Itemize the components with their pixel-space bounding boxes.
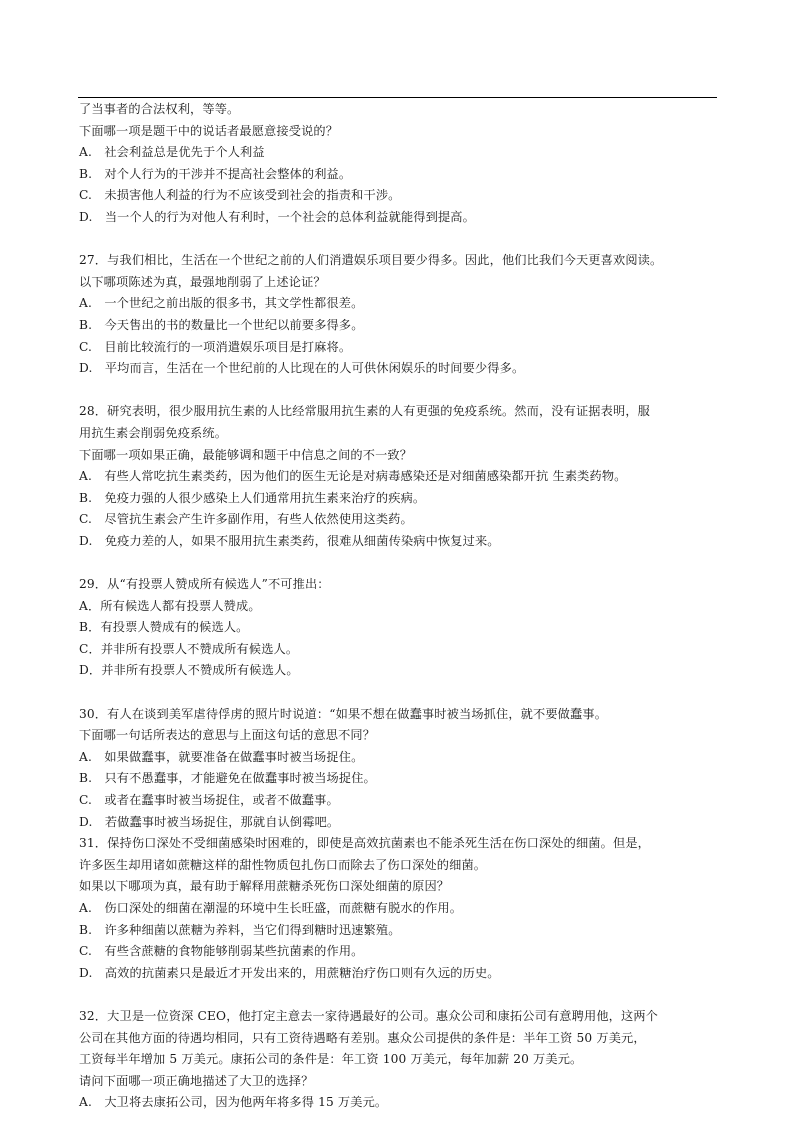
option-b: B. 免疫力强的人很少感染上人们通常用抗生素来治疗的疾病。 bbox=[79, 490, 426, 505]
question-prompt: 以下哪项陈述为真，最强地削弱了上述论证？ bbox=[79, 274, 326, 289]
question-stem: 公司在其他方面的待遇均相同，只有工资待遇略有差别。惠众公司提供的条件是：半年工资 50 万美元， bbox=[79, 1030, 646, 1045]
option-b: B. 只有不愚蠢事，才能避免在做蠢事时被当场捉住。 bbox=[79, 771, 376, 786]
option-d: D. 平均而言，生活在一个世纪前的人比现在的人可供休闲娱乐的时间要少得多。 bbox=[79, 361, 525, 376]
option-c: C．并非所有投票人不赞成所有候选人。 bbox=[79, 641, 299, 656]
question-29 bbox=[79, 574, 719, 682]
option-c: C. 或者在蠢事时被当场捉住，或者不做蠢事。 bbox=[79, 793, 339, 807]
question-prompt: 下面哪一句话所表达的意思与上面这句话的意思不同？ bbox=[79, 728, 376, 743]
option-a: A. 大卫将去康拓公司，因为他两年将多得 15 万美元。 bbox=[79, 1095, 388, 1110]
question-30-31 bbox=[79, 704, 719, 985]
option-d: D. 免疫力差的人，如果不服用抗生素类药，很难从细菌传染病中恢复过来。 bbox=[79, 533, 500, 548]
question-28 bbox=[79, 401, 719, 552]
question-stem: 许多医生却用诸如蔗糖这样的甜性物质包扎伤口而除去了伤口深处的细菌。 bbox=[79, 857, 487, 872]
option-a: A．所有候选人都有投票人赞成。 bbox=[79, 598, 261, 613]
question-prompt: 请问下面哪一项正确地描述了大卫的选择？ bbox=[79, 1073, 314, 1088]
question-stem: 29．从“有投票人赞成所有候选人”不可推出： bbox=[79, 577, 330, 592]
option-d: D．并非所有投票人不赞成所有候选人。 bbox=[79, 663, 299, 678]
option-c: C. 尽管抗生素会产生许多副作用，有些人依然使用这类药。 bbox=[79, 512, 413, 527]
option-a: A. 如果做蠢事，就要准备在做蠢事时被当场捉住。 bbox=[79, 749, 364, 764]
question-stem: 28．研究表明，很少服用抗生素的人比经常服用抗生素的人有更强的免疫系统。然而，没有证据表明，服 bbox=[79, 404, 650, 419]
option-b: B．有投票人赞成有的候选人。 bbox=[79, 620, 249, 635]
spacer bbox=[79, 552, 719, 574]
question-27 bbox=[79, 250, 719, 380]
option-d: D. 高效的抗菌素只是最近才开发出来的，用蔗糖治疗伤口则有久远的历史。 bbox=[79, 965, 500, 980]
spacer bbox=[79, 229, 719, 251]
option-d: D. 当一个人的行为对他人有利时，一个社会的总体利益就能得到提高。 bbox=[79, 209, 475, 224]
question-stem: 27．与我们相比，生活在一个世纪之前的人们消遣娱乐项目要少得多。因此，他们比我们今天更喜欢阅读。 bbox=[79, 253, 663, 268]
option-d: D. 若做蠢事时被当场捉住，那就自认倒霉吧。 bbox=[79, 814, 340, 829]
header-rule bbox=[78, 97, 717, 98]
document-body bbox=[79, 99, 719, 1114]
question-stem: 用抗生素会削弱免疫系统。 bbox=[79, 425, 228, 440]
question-prompt: 如果以下哪项为真，最有助于解释用蔗糖杀死伤口深处细菌的原因？ bbox=[79, 879, 450, 894]
question-stem: 30．有人在谈到美军虐待俘虏的照片时说道：“如果不想在做蠢事时被当场抓住，就不要做蠢事。 bbox=[79, 706, 608, 721]
question-stem: 工资每半年增加 5 万美元。康拓公司的条件是：年工资 100 万美元，每年加薪 20 万美元。 bbox=[79, 1052, 583, 1067]
option-b: B. 对个人行为的干涉并不提高社会整体的利益。 bbox=[79, 166, 352, 181]
question-32 bbox=[79, 1006, 719, 1114]
spacer bbox=[79, 984, 719, 1006]
question-stem: 32．大卫是一位资深 CEO，他打定主意去一家待遇最好的公司。惠众公司和康拓公司有意聘用他，这两个 bbox=[79, 1008, 659, 1023]
option-b: B. 许多种细菌以蔗糖为养料，当它们得到糖时迅速繁殖。 bbox=[79, 922, 401, 937]
question-26-tail bbox=[79, 99, 719, 229]
spacer bbox=[79, 380, 719, 402]
option-c: C. 未损害他人利益的行为不应该受到社会的指责和干涉。 bbox=[79, 188, 401, 203]
question-prompt: 下面哪一项如果正确，最能够调和题干中信息之间的不一致？ bbox=[79, 447, 413, 462]
question-stem: 31．保持伤口深处不受细菌感染时困难的，即使是高效抗菌素也不能杀死生活在伤口深处的细菌。但是， bbox=[79, 836, 650, 851]
option-c: C. 目前比较流行的一项消遣娱乐项目是打麻将。 bbox=[79, 339, 352, 354]
question-prompt: 下面哪一项是题干中的说话者最愿意接受说的？ bbox=[79, 123, 339, 138]
option-a: A. 伤口深处的细菌在潮湿的环境中生长旺盛，而蔗糖有脱水的作用。 bbox=[79, 900, 463, 915]
option-c: C. 有些含蔗糖的食物能够削弱某些抗菌素的作用。 bbox=[79, 944, 364, 959]
option-a: A. 社会利益总是优先于个人利益 bbox=[79, 145, 265, 160]
text-line: 了当事者的合法权利，等等。 bbox=[79, 102, 240, 116]
option-a: A. 一个世纪之前出版的很多书，其文学性都很差。 bbox=[79, 296, 364, 311]
spacer bbox=[79, 682, 719, 704]
option-b: B. 今天售出的书的数量比一个世纪以前要多得多。 bbox=[79, 317, 364, 332]
option-a: A. 有些人常吃抗生素类药，因为他们的医生无论是对病毒感染还是对细菌感染都开抗 生素类药物。 bbox=[79, 469, 627, 484]
